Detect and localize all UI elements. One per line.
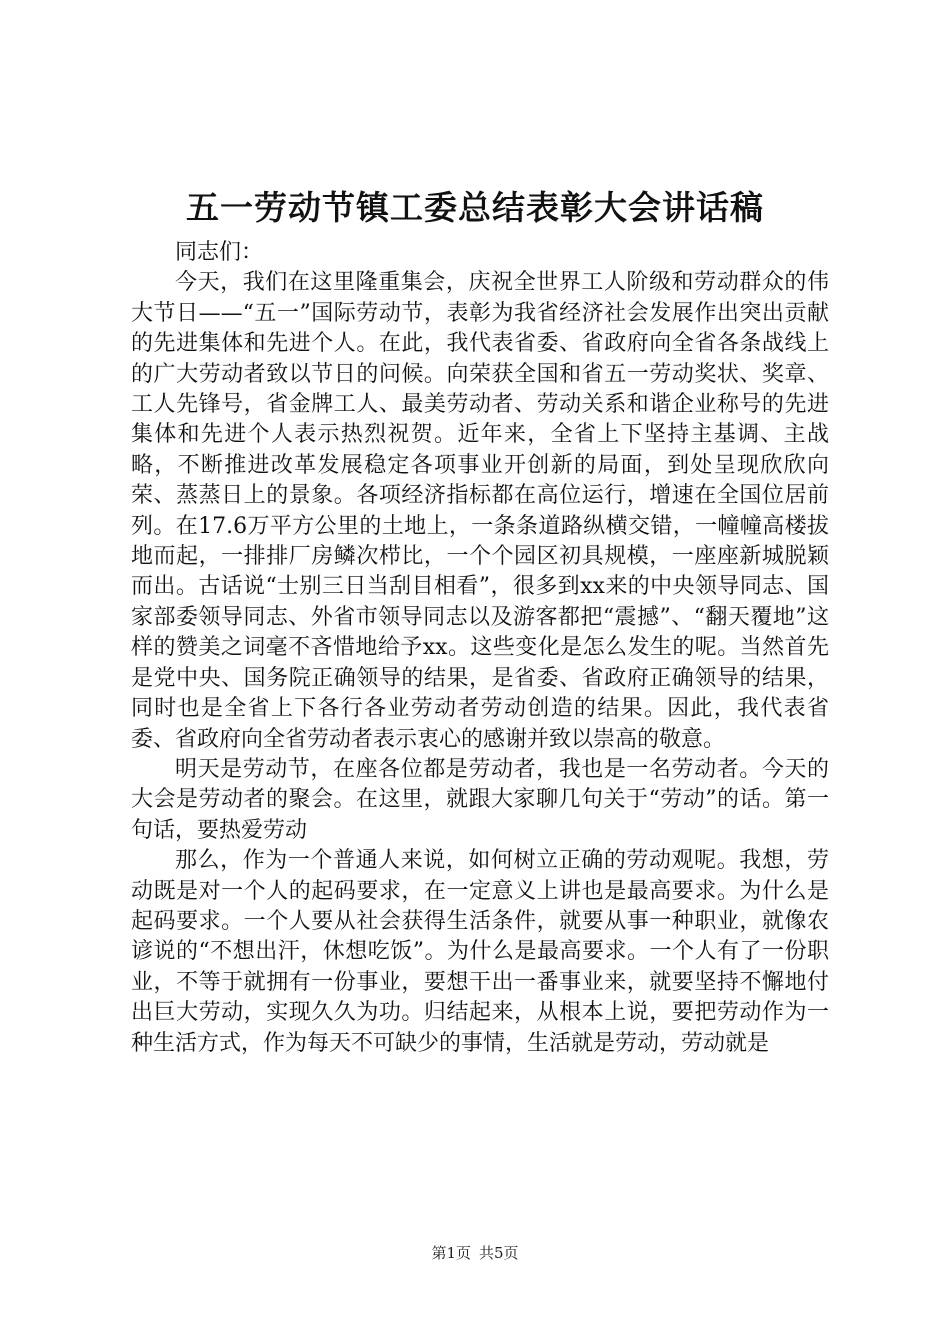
page-footer bbox=[0, 1243, 950, 1263]
greeting: 同志们： bbox=[175, 240, 264, 265]
paragraph-1: 今天，我们在这里隆重集会，庆祝全世界工人阶级和劳动群众的伟大节日——“五一”国际劳动节，表彰为我省经济社会发展作出突出贡献的先进集体和先进个人。在此，我代表省委、省政府向全省各条战线上的广大劳动者致以节日的问候。向荣获全国和省五一劳动奖状、奖章、工人先锋号，省金牌工人、最美劳动者、劳动关系和谐企业称号的先进集体和先进个人表示热烈祝贺。近年来，全省上下坚持主基调、主战略，不断推进改革发展稳定各项事业开创新的局面，到处呈现欣欣向荣、蒸蒸日上的景象。各项经济指标都在高位运行，增速在全国位居前列。在17.6万平方公里的土地上，一条条道路纵横交错，一幢幢高楼拔地而起，一排排厂房鳞次栉比，一个个园区初具规模，一座座新城脱颖而出。古话说“士别三日当刮目相看”，很多到xx来的中央领导同志、国家部委领导同志、外省市领导同志以及游客都把“震撼”、“翻天覆地”这样的赞美之词毫不吝惜地给予xx。这些变化是怎么发生的呢。当然首先是党中央、国务院正确领导的结果，是省委、省政府正确领导的结果，同时也是全省上下各行各业劳动者劳动创造的结果。因此，我代表省委、省政府向全省劳动者表示衷心的感谢并致以崇高的敬意。 bbox=[131, 270, 829, 752]
document-title: 五一劳动节镇工委总结表彰大会讲话稿 bbox=[186, 188, 764, 227]
page-total: 共5页 bbox=[479, 1244, 519, 1262]
paragraph-3: 那么，作为一个普通人来说，如何树立正确的劳动观呢。我想，劳动既是对一个人的起码要求，在一定意义上讲也是最高要求。为什么是起码要求。一个人要从社会获得生活条件，就要从事一种职业，就像农谚说的“不想出汗，休想吃饭”。为什么是最高要求。一个人有了一份职业，不等于就拥有一份事业，要想干出一番事业来，就要坚持不懈地付出巨大劳动，实现久久为功。归结起来，从根本上说，要把劳动作为一种生活方式，作为每天不可缺少的事情，生活就是劳动，劳动就是 bbox=[131, 848, 829, 1056]
paragraph-2: 明天是劳动节，在座各位都是劳动者，我也是一名劳动者。今天的大会是劳动者的聚会。在这里，就跟大家聊几句关于“劳动”的话。第一句话，要热爱劳动 bbox=[131, 756, 829, 843]
document-body bbox=[131, 238, 829, 1059]
page-number: 第1页 bbox=[431, 1244, 471, 1262]
